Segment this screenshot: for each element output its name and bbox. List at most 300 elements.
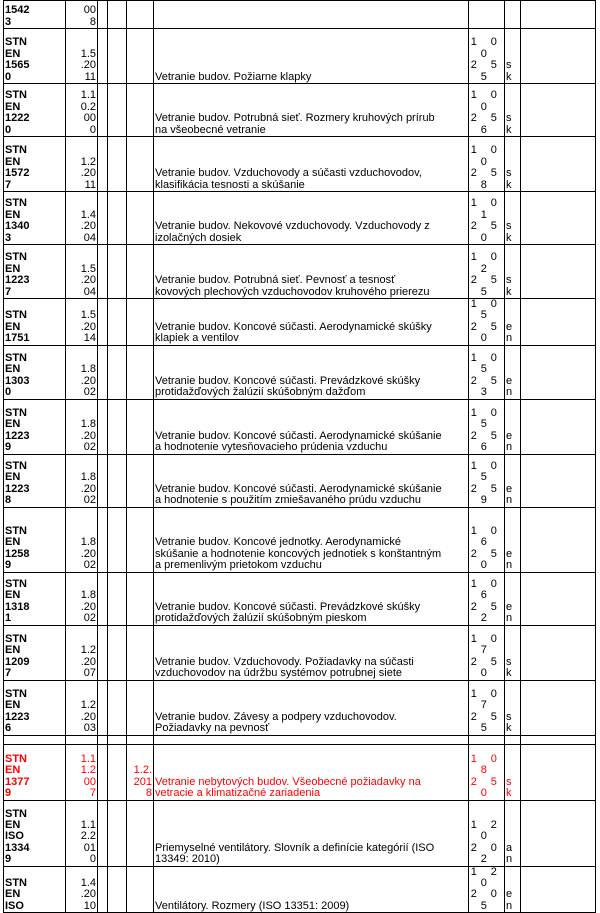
announcement-date-line: 11 [84, 70, 96, 83]
standard-code-line: 1572 [5, 167, 30, 180]
standard-row [4, 572, 596, 625]
standard-code-line: 3 [5, 231, 12, 244]
standard-code-line: STN [5, 578, 27, 590]
standard-code-line: STN [5, 89, 27, 102]
standard-title [154, 137, 469, 192]
empty-cell [521, 680, 596, 735]
language-code-line: e [506, 429, 513, 442]
standard-code-line: 1565 [5, 59, 30, 72]
classification-code [469, 399, 505, 454]
empty-cell [521, 137, 596, 192]
empty-cell [98, 744, 108, 800]
language-code-line: a [506, 841, 513, 854]
standard-code-line: STN [5, 753, 27, 765]
announcement-date-line: .20 [80, 167, 96, 180]
language-code-line: s [506, 220, 512, 233]
announcement-date [66, 84, 98, 137]
classification-code [469, 454, 505, 507]
standard-code-line: 1340 [5, 220, 30, 233]
empty-cell [108, 245, 127, 299]
announcement-date [66, 744, 98, 800]
language-code [505, 245, 521, 299]
standard-code [4, 299, 66, 346]
announcement-date-line: 02 [83, 612, 96, 625]
standard-title-line: a hodnotenie s použitím zmiešavaného prúdu vzduchu [155, 494, 422, 507]
classification-code-line: 2 5 6 [470, 429, 503, 454]
classification-code-line: 2 5 6 [470, 112, 503, 136]
standard-title [154, 399, 469, 454]
classification-code-line: 2 0 5 [470, 888, 503, 912]
standard-code [4, 454, 66, 507]
announcement-date-line: 1.4 [80, 877, 96, 890]
standard-code-line: STN [5, 197, 27, 210]
announcement-date-line: 14 [83, 332, 96, 345]
standard-code [4, 572, 66, 625]
effective-date [127, 625, 154, 680]
announcement-date-line: 1.5 [80, 262, 96, 275]
classification-code [469, 572, 505, 625]
empty-cell [108, 192, 127, 245]
effective-date [127, 84, 154, 137]
standard-code [4, 1, 66, 29]
announcement-date-line: 07 [83, 667, 96, 680]
standard-title-line: Vetranie budov. Koncové jednotky. Aerodynamické [155, 536, 402, 549]
announcement-date-line: 00 [83, 775, 96, 788]
language-code [505, 29, 521, 84]
standard-code-line: STN [5, 309, 27, 322]
empty-cell [521, 299, 596, 346]
empty-cell [108, 507, 127, 572]
standard-title-line: Vetranie budov. Potrubná sieť. Pevnosť a tesnosť [155, 274, 396, 287]
announcement-date-line: .20 [80, 429, 96, 442]
empty-cell [521, 800, 596, 866]
standard-code-line: STN [5, 352, 27, 364]
language-code [505, 454, 521, 507]
standard-code [4, 399, 66, 454]
standard-code-line: EN [5, 589, 21, 602]
effective-date-line: 201 [133, 775, 152, 788]
empty-cell [98, 137, 108, 192]
effective-date [127, 507, 154, 572]
standard-code-line: 1 [5, 612, 12, 625]
effective-date [127, 680, 154, 735]
classification-code-line: 2 5 5 [470, 274, 503, 298]
standard-code [4, 84, 66, 137]
standard-code-line: 0 [5, 70, 12, 83]
classification-code-line: 1 0 0 [470, 144, 503, 168]
empty-cell [4, 735, 66, 744]
classification-code-line: 2 5 5 [470, 710, 503, 735]
standard-code-line: 9 [5, 787, 12, 800]
announcement-date-line: 1.2 [80, 764, 96, 777]
announcement-date [66, 1, 98, 29]
announcement-date-line: 1.5 [80, 309, 96, 322]
classification-code [469, 507, 505, 572]
standard-code-line: 1258 [5, 547, 30, 560]
standard-code-line: EN [5, 471, 21, 484]
standard-code-line: 1223 [5, 710, 30, 723]
classification-code [469, 866, 505, 913]
standard-row [4, 84, 596, 137]
standard-code-line: 9 [5, 853, 12, 866]
language-code [505, 399, 521, 454]
language-code-line: n [506, 441, 513, 454]
announcement-date-line: 8 [89, 15, 96, 28]
standard-code-line: EN [5, 262, 21, 275]
announcement-date-line: 11 [84, 178, 96, 191]
standard-title [154, 1, 469, 29]
language-code-line: n [506, 612, 513, 625]
language-code [505, 507, 521, 572]
standard-title [154, 245, 469, 299]
standard-code-line: 1223 [5, 482, 30, 495]
language-code [505, 680, 521, 735]
empty-cell [108, 735, 127, 744]
standard-code [4, 744, 66, 800]
standard-code-line: 1377 [5, 775, 30, 788]
standard-title-line: protidažďových žalúzií skúšobným dažďom [155, 386, 366, 399]
separator-row [4, 735, 596, 744]
standard-row [4, 299, 596, 346]
language-code-line: e [506, 888, 513, 901]
announcement-date-line: 1.8 [80, 471, 96, 484]
standard-title-line: 13349: 2010) [155, 853, 220, 866]
empty-cell [98, 735, 108, 744]
empty-cell [521, 507, 596, 572]
standard-code-line: ISO [5, 899, 24, 912]
announcement-date-line: 04 [83, 285, 96, 298]
announcement-date-line: 1.8 [80, 418, 96, 431]
empty-cell [108, 454, 127, 507]
effective-date [127, 137, 154, 192]
standard-title [154, 192, 469, 245]
standard-code [4, 192, 66, 245]
language-code-line: n [506, 494, 513, 507]
language-code-line: e [506, 547, 513, 560]
language-code-line: k [506, 70, 512, 83]
announcement-date [66, 29, 98, 84]
announcement-date-line: 04 [83, 231, 96, 244]
empty-cell [108, 399, 127, 454]
announcement-date-line: 2.2 [80, 830, 96, 843]
announcement-date-line: 1.4 [80, 208, 96, 221]
empty-cell [108, 572, 127, 625]
language-code-line: k [506, 722, 512, 735]
announcement-date-line: .20 [80, 600, 96, 613]
standard-row [4, 29, 596, 84]
announcement-date-line: .20 [80, 374, 96, 387]
standard-row [4, 399, 596, 454]
standard-title-line: Požiadavky na pevnosť [155, 722, 270, 735]
empty-cell [98, 866, 108, 913]
language-code [505, 84, 521, 137]
empty-cell [108, 299, 127, 346]
classification-code [469, 29, 505, 84]
standard-code-line: EN [5, 155, 21, 168]
language-code [505, 625, 521, 680]
standard-code-line: EN [5, 418, 21, 431]
language-code-line: k [506, 787, 512, 800]
classification-code-line: 1 0 5 [470, 460, 503, 484]
announcement-date-line: .20 [80, 482, 96, 495]
announcement-date-line: 1.2 [80, 644, 96, 657]
standard-code-line: 1223 [5, 429, 30, 442]
classification-code-line: 1 2 0 [470, 866, 503, 890]
classification-code-line: 2 5 8 [470, 167, 503, 191]
standard-code [4, 625, 66, 680]
standard-title-line: Vetranie budov. Koncové súčasti. Prevádzkové skúšky [155, 374, 421, 387]
standard-title-line: protidažďových žalúzií skúšobným pieskom [155, 612, 367, 625]
announcement-date [66, 299, 98, 346]
classification-code [469, 299, 505, 346]
standard-code-line: 1303 [5, 374, 30, 387]
standard-title [154, 507, 469, 572]
announcement-date-line: 02 [83, 441, 96, 454]
language-code-line: n [506, 332, 513, 345]
standard-title [154, 454, 469, 507]
language-code-line: s [506, 59, 512, 72]
announcement-date-line: .20 [80, 320, 96, 333]
announcement-date-line: 0 [89, 853, 96, 866]
classification-code-line: 1 0 8 [470, 753, 503, 777]
standard-title-line: Vetranie budov. Koncové súčasti. Aerodynamické skúšanie [155, 429, 442, 442]
empty-cell [98, 507, 108, 572]
empty-cell [98, 572, 108, 625]
announcement-date-line: 00 [83, 112, 96, 125]
classification-code-line: 2 5 9 [470, 482, 503, 507]
standard-row [4, 192, 596, 245]
standard-row [4, 1, 596, 29]
empty-cell [521, 192, 596, 245]
standard-code-line: 9 [5, 559, 12, 572]
language-code-line: s [506, 655, 512, 668]
standard-title-line: vetracie a klimatizačné zariadenia [155, 787, 321, 800]
announcement-date-line: 7 [89, 787, 96, 800]
announcement-date-line: 02 [83, 494, 96, 507]
empty-cell [469, 735, 505, 744]
standard-row [4, 137, 596, 192]
standard-code-line: EN [5, 888, 21, 901]
effective-date [127, 572, 154, 625]
classification-code [469, 245, 505, 299]
announcement-date-line: .20 [80, 547, 96, 560]
empty-cell [108, 84, 127, 137]
standard-title [154, 84, 469, 137]
language-code [505, 137, 521, 192]
language-code-line: e [506, 374, 513, 387]
standard-code-line: 9 [5, 441, 12, 454]
standard-row [4, 454, 596, 507]
classification-code-line: 1 0 6 [470, 578, 503, 602]
standard-title-line: Vetranie budov. Nekovové vzduchovody. Vzduchovody z [155, 220, 430, 233]
empty-cell [521, 1, 596, 29]
standard-title-line: Vetranie budov. Koncové súčasti. Aerodynamické skúšky [155, 320, 432, 333]
standard-title [154, 572, 469, 625]
standard-code-line: STN [5, 877, 27, 890]
standard-row [4, 866, 596, 913]
classification-code [469, 680, 505, 735]
classification-code [469, 1, 505, 29]
classification-code-line: 2 5 0 [470, 220, 503, 244]
standard-title-line: klapiek a ventilov [155, 332, 239, 345]
standard-code-line: 1318 [5, 600, 30, 613]
effective-date [127, 866, 154, 913]
announcement-date [66, 507, 98, 572]
announcement-date [66, 399, 98, 454]
announcement-date-line: 02 [83, 386, 96, 399]
announcement-date [66, 866, 98, 913]
empty-cell [521, 84, 596, 137]
standard-code-line: EN [5, 536, 21, 549]
classification-code-line: 1 0 5 [470, 352, 503, 376]
empty-cell [521, 572, 596, 625]
standards-table [3, 0, 596, 913]
language-code [505, 744, 521, 800]
classification-code-line: 2 5 0 [470, 775, 503, 800]
language-code-line: n [506, 899, 513, 912]
standard-title-line: Vetranie budov. Závesy a podpery vzduchovodov. [155, 710, 397, 723]
standard-code-line: EN [5, 320, 21, 333]
standard-code-line: STN [5, 407, 27, 419]
standard-code-line: 1209 [5, 655, 30, 668]
standard-code-line: 1222 [5, 112, 30, 125]
language-code [505, 866, 521, 913]
announcement-date-line: .20 [80, 274, 96, 287]
language-code-line: k [506, 231, 512, 244]
announcement-date-line: 10 [83, 899, 96, 912]
classification-code-line: 2 5 0 [470, 320, 503, 345]
standard-code-line: 8 [5, 494, 12, 507]
empty-cell [108, 866, 127, 913]
standard-title-line: Vetranie budov. Vzduchovody a súčasti vzduchovodov, [155, 167, 422, 180]
standard-title-line: skúšanie a hodnotenie koncových jednotiek s konštantným [155, 547, 442, 560]
empty-cell [108, 137, 127, 192]
announcement-date [66, 345, 98, 399]
classification-code-line: 2 5 2 [470, 600, 503, 625]
announcement-date-line: 1.1 [80, 819, 96, 831]
standard-title-line: izolačných dosiek [155, 231, 242, 244]
standard-row [4, 680, 596, 735]
effective-date [127, 399, 154, 454]
classification-code [469, 800, 505, 866]
empty-cell [154, 735, 469, 744]
effective-date [127, 744, 154, 800]
classification-code-line: 1 0 7 [470, 688, 503, 712]
standard-code-line: 3 [5, 15, 12, 28]
empty-cell [98, 192, 108, 245]
standard-code-line: STN [5, 633, 27, 645]
announcement-date-line: .20 [80, 220, 96, 233]
announcement-date-line: 1.1 [80, 89, 96, 102]
standard-code-line: 1334 [5, 841, 30, 854]
announcement-date-line: 1.8 [80, 536, 96, 549]
announcement-date-line: 02 [83, 559, 96, 572]
standard-code-line: STN [5, 251, 27, 264]
standard-title-line: Vetranie budov. Vzduchovody. Požiadavky na súčasti [155, 655, 414, 668]
empty-cell [98, 680, 108, 735]
effective-date [127, 1, 154, 29]
announcement-date-line: 01 [83, 841, 96, 854]
standard-title-line: a hodnotenie vytesňovacieho prúdenia vzduchu [155, 441, 388, 454]
standard-code-line: STN [5, 807, 27, 820]
standard-code [4, 245, 66, 299]
empty-cell [505, 735, 521, 744]
empty-cell [521, 454, 596, 507]
announcement-date-line: 1.2 [80, 155, 96, 168]
language-code-line: e [506, 482, 513, 495]
standard-code-line: STN [5, 36, 27, 49]
language-code-line: k [506, 178, 512, 191]
empty-cell [66, 735, 98, 744]
empty-cell [521, 345, 596, 399]
standard-title [154, 299, 469, 346]
language-code-line: n [506, 853, 513, 866]
standard-title-line: vzduchovodov na údržbu systémov potrubnej siete [155, 667, 403, 680]
standard-code [4, 345, 66, 399]
standard-title-line: Priemyselné ventilátory. Slovník a definície kategórií (ISO [155, 841, 435, 854]
language-code [505, 345, 521, 399]
standard-code-line: STN [5, 460, 27, 472]
classification-code-line: 1 0 0 [470, 36, 503, 60]
standard-title-line: na všeobecné vetranie [155, 123, 266, 136]
classification-code-line: 2 0 2 [470, 841, 503, 866]
classification-code-line: 1 0 6 [470, 525, 503, 549]
effective-date-line: 8 [145, 787, 152, 800]
announcement-date-line: 1.8 [80, 363, 96, 376]
announcement-date [66, 572, 98, 625]
classification-code [469, 137, 505, 192]
announcement-date-line: 1.8 [80, 589, 96, 602]
language-code [505, 299, 521, 346]
standard-title-line: Vetranie budov. Koncové súčasti. Aerodynamické skúšanie [155, 482, 442, 495]
announcement-date-line: 1.5 [80, 47, 96, 60]
effective-date [127, 192, 154, 245]
standard-code [4, 800, 66, 866]
empty-cell [98, 1, 108, 29]
standard-code-line: 1542 [5, 4, 30, 17]
language-code-line: s [506, 775, 512, 788]
language-code-line: k [506, 123, 512, 136]
standard-code-line: 0 [5, 123, 12, 136]
standard-code [4, 507, 66, 572]
empty-cell [108, 345, 127, 399]
language-code-line: n [506, 559, 513, 572]
empty-cell [98, 245, 108, 299]
classification-code [469, 345, 505, 399]
standard-code-line: EN [5, 699, 21, 712]
classification-code-line: 1 2 0 [470, 819, 503, 843]
empty-cell [521, 866, 596, 913]
empty-cell [127, 735, 154, 744]
announcement-date [66, 800, 98, 866]
standard-title [154, 744, 469, 800]
empty-cell [521, 399, 596, 454]
language-code-line: e [506, 600, 513, 613]
empty-cell [98, 299, 108, 346]
standard-row [4, 800, 596, 866]
standard-title-line: Vetranie budov. Potrubná sieť. Rozmery kruhových prírub [155, 112, 435, 125]
standard-title-line: Vetranie budov. Koncové súčasti. Prevádzkové skúšky [155, 600, 421, 613]
language-code-line: s [506, 112, 512, 125]
announcement-date-line: .20 [80, 888, 96, 901]
empty-cell [521, 625, 596, 680]
standard-code-line: STN [5, 525, 27, 537]
empty-cell [98, 399, 108, 454]
announcement-date [66, 454, 98, 507]
language-code-line: n [506, 386, 513, 399]
announcement-date-line: .20 [80, 655, 96, 668]
standard-code [4, 137, 66, 192]
